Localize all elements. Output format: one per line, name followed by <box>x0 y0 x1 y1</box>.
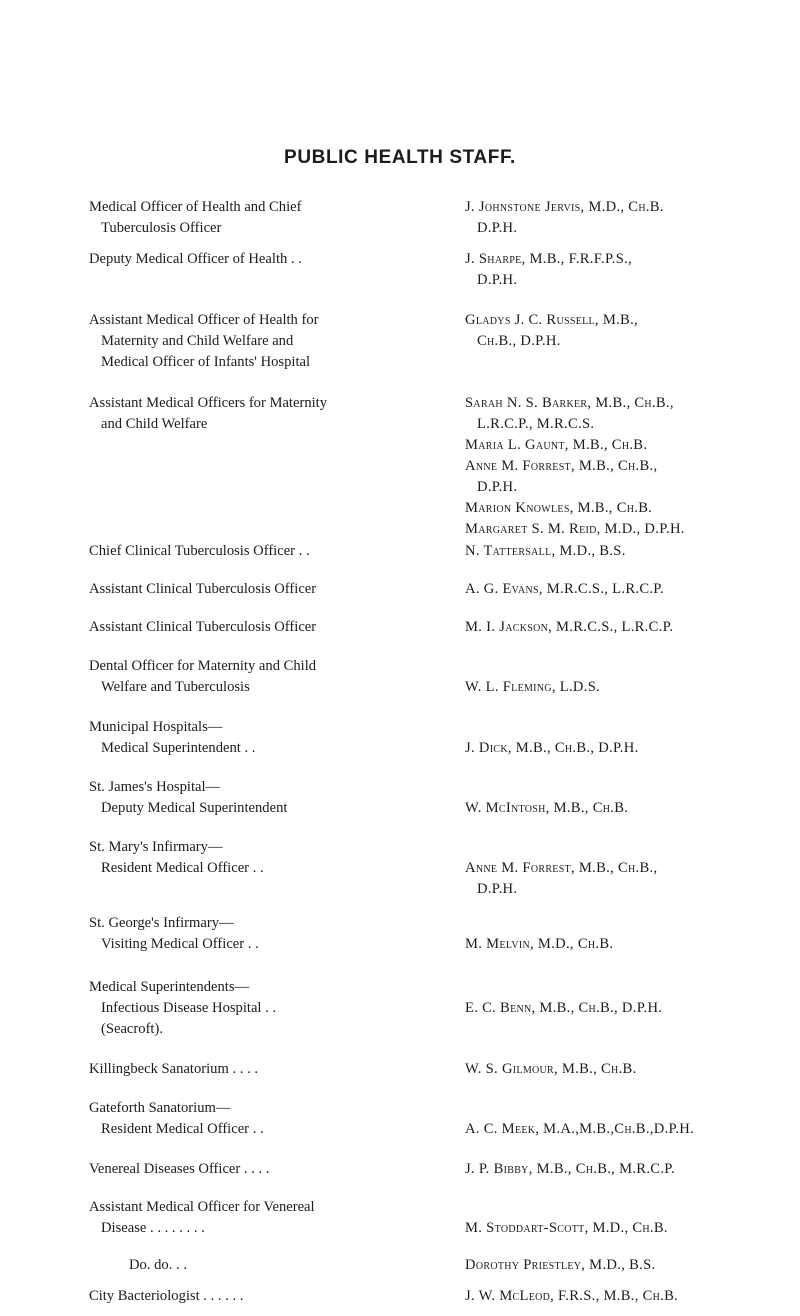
page-title: PUBLIC HEALTH STAFF. <box>284 147 516 168</box>
staff-name: Gladys J. C. Russell, M.B., Ch.B., D.P.H. <box>465 312 638 349</box>
staff-name: M. I. Jackson, M.R.C.S., L.R.C.P. <box>465 619 674 635</box>
position-title: St. Mary's Infirmary— Resident Medical Officer . . <box>89 839 264 876</box>
staff-name: E. C. Benn, M.B., Ch.B., D.P.H. <box>465 1000 663 1016</box>
position-title: Assistant Clinical Tuberculosis Officer <box>89 619 317 635</box>
staff-name: W. L. Fleming, L.D.S. <box>465 679 601 695</box>
position-title: Gateforth Sanatorium— Resident Medical Officer . . <box>89 1100 264 1137</box>
staff-name: J. Sharpe, M.B., F.R.F.P.S., D.P.H. <box>465 251 633 288</box>
position-title: Assistant Clinical Tuberculosis Officer <box>89 581 317 597</box>
staff-name: J. P. Bibby, M.B., Ch.B., M.R.C.P. <box>465 1161 676 1177</box>
position-title: Municipal Hospitals— Medical Superintendent . . <box>89 719 256 756</box>
staff-name: Sarah N. S. Barker, M.B., Ch.B., L.R.C.P., M.R.C.S. Maria L. Gaunt, M.B., Ch.B. Anne M. Forrest, M.B., Ch.B., D.P.H. Marion Knowles, M.B., Ch.B. Margaret S. M. Reid, M.D., D.P.H. <box>465 395 685 537</box>
position-title: Chief Clinical Tuberculosis Officer . . <box>89 543 310 559</box>
staff-name: W. S. Gilmour, M.B., Ch.B. <box>465 1061 637 1077</box>
position-title: Dental Officer for Maternity and Child Welfare and Tuberculosis <box>89 658 317 695</box>
position-title: St. George's Infirmary— Visiting Medical Officer . . <box>89 915 259 952</box>
position-title: Deputy Medical Officer of Health . . <box>89 251 302 267</box>
position-title: Assistant Medical Officer for Venereal Disease . . . . . . . . <box>89 1199 315 1236</box>
position-title: Assistant Medical Officer of Health for Maternity and Child Welfare and Medical Officer of Infants' Hospital <box>89 312 319 370</box>
staff-name: J. Johnstone Jervis, M.D., Ch.B. D.P.H. <box>465 199 664 236</box>
staff-name: W. McIntosh, M.B., Ch.B. <box>465 800 629 816</box>
staff-name: J. Dick, M.B., Ch.B., D.P.H. <box>465 740 639 756</box>
position-title: City Bacteriologist . . . . . . <box>89 1288 244 1304</box>
position-title: Medical Officer of Health and Chief Tuberculosis Officer <box>89 199 302 236</box>
staff-name: A. G. Evans, M.R.C.S., L.R.C.P. <box>465 581 665 597</box>
position-title: Medical Superintendents— Infectious Disease Hospital . . (Seacroft). <box>89 979 277 1037</box>
position-title: Killingbeck Sanatorium . . . . <box>89 1061 259 1077</box>
position-title: Venereal Diseases Officer . . . . <box>89 1161 270 1177</box>
staff-name: M. Melvin, M.D., Ch.B. <box>465 936 614 952</box>
position-title: St. James's Hospital— Deputy Medical Superintendent <box>89 779 288 816</box>
staff-name: N. Tattersall, M.D., B.S. <box>465 543 626 559</box>
staff-name: A. C. Meek, M.A.,M.B.,Ch.B.,D.P.H. <box>465 1121 695 1137</box>
position-title: Do. do. . . <box>129 1257 187 1273</box>
position-title: Assistant Medical Officers for Maternity and Child Welfare <box>89 395 328 432</box>
staff-name: Dorothy Priestley, M.D., B.S. <box>465 1257 656 1273</box>
staff-name: M. Stoddart-Scott, M.D., Ch.B. <box>465 1220 668 1236</box>
staff-name: Anne M. Forrest, M.B., Ch.B., D.P.H. <box>465 860 658 897</box>
staff-name: J. W. McLeod, F.R.S., M.B., Ch.B. <box>465 1288 679 1304</box>
